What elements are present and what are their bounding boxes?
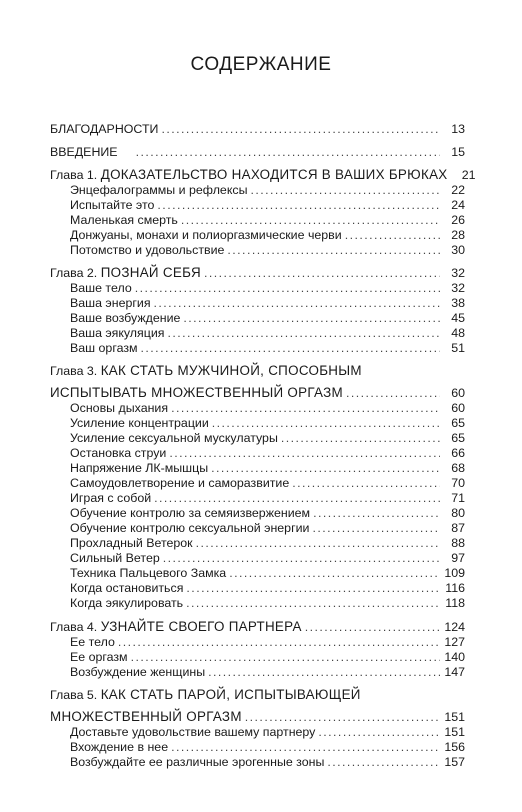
chapter-prefix: Глава 5. <box>50 688 98 702</box>
dot-leader <box>305 620 440 635</box>
toc-entry-label: ВВЕДЕНИЕ <box>50 145 118 159</box>
toc-page-number: 156 <box>444 740 465 754</box>
toc-page-number: 30 <box>451 243 465 257</box>
toc-subentry-label: Техника Пальцевого Замка <box>70 566 227 580</box>
toc-subentry[interactable] <box>70 461 465 476</box>
toc-subentry[interactable] <box>70 581 465 596</box>
toc-subentry-label: Ваш оргазм <box>70 341 138 355</box>
toc-subentry[interactable] <box>70 491 465 506</box>
dot-leader <box>211 461 440 476</box>
toc-subentry-label: Усиление концентрации <box>70 416 209 430</box>
toc-chapter-5-line1[interactable] <box>50 687 361 703</box>
toc-chapter-4[interactable] <box>50 619 465 635</box>
toc-subentry-label: Ее оргазм <box>70 650 128 664</box>
toc-subentry[interactable] <box>70 566 465 581</box>
dot-leader <box>250 183 440 198</box>
dot-leader <box>227 243 440 258</box>
toc-page-number: 22 <box>451 183 465 197</box>
toc-subentry-label: Сильный Ветер <box>70 551 160 565</box>
dot-leader <box>281 431 440 446</box>
dot-leader <box>154 296 440 311</box>
dot-leader <box>183 311 440 326</box>
dot-leader <box>163 551 440 566</box>
toc-subentry-label: Испытайте это <box>70 198 155 212</box>
toc-subentry[interactable] <box>70 536 465 551</box>
toc-chapter-3-line1[interactable] <box>50 363 362 379</box>
toc-chapter-5[interactable] <box>50 709 465 725</box>
toc-subentry[interactable] <box>70 326 465 341</box>
chapter-title-line1: КАК СТАТЬ МУЖЧИНОЙ, СПОСОБНЫМ <box>100 363 362 378</box>
toc-subentry[interactable] <box>70 416 465 431</box>
page-title: СОДЕРЖАНИЕ <box>190 54 332 75</box>
toc-page-number: 28 <box>451 228 465 242</box>
toc-page-number: 15 <box>451 145 465 159</box>
toc-subentry-label: Возбуждайте ее различные эрогенные зоны <box>70 755 325 769</box>
toc-subentry-label: Ваша эякуляция <box>70 326 165 340</box>
toc-page-number: 151 <box>444 725 465 739</box>
toc-subentry-label: Ваше тело <box>70 281 132 295</box>
toc-page-number: 60 <box>451 386 465 400</box>
dot-leader <box>204 266 440 281</box>
chapter-title: УЗНАЙТЕ СВОЕГО ПАРТНЕРА <box>100 619 302 634</box>
toc-page-number: 21 <box>461 168 476 182</box>
toc-subentry[interactable] <box>70 183 465 198</box>
toc-page-number: 140 <box>444 650 465 664</box>
toc-page-number: 88 <box>451 536 465 550</box>
chapter-title-line1: КАК СТАТЬ ПАРОЙ, ИСПЫТЫВАЮЩЕЙ <box>100 687 361 702</box>
toc-subentry-label: Обучение контролю за семяизвержением <box>70 506 311 520</box>
toc-page-number: 80 <box>451 506 465 520</box>
dot-leader <box>169 446 440 461</box>
dot-leader <box>171 401 440 416</box>
dot-leader <box>292 476 440 491</box>
toc-subentry[interactable] <box>70 198 465 213</box>
toc-page-number: 48 <box>451 326 465 340</box>
toc-page-number: 68 <box>451 461 465 475</box>
toc-subentry-label: Играя с собой <box>70 491 152 505</box>
dot-leader <box>186 596 440 611</box>
toc-subentry[interactable] <box>70 213 465 228</box>
toc-subentry[interactable] <box>70 551 465 566</box>
toc-subentry[interactable] <box>70 650 465 665</box>
dot-leader <box>154 491 440 506</box>
toc-page-number: 65 <box>451 431 465 445</box>
toc-page-number: 116 <box>445 581 465 595</box>
dot-leader <box>186 581 440 596</box>
toc-page-number: 127 <box>444 635 465 649</box>
chapter-title-line2: МНОЖЕСТВЕННЫЙ ОРГАЗМ <box>50 709 242 724</box>
chapter-prefix: Глава 1. <box>50 168 98 182</box>
toc-subentry[interactable] <box>70 311 465 326</box>
toc-subentry-label: Донжуаны, монахи и полиоргазмические черви <box>70 228 342 242</box>
toc-page-number: 38 <box>451 296 465 310</box>
toc-subentry-label: Доставьте удовольствие вашему партнеру <box>70 725 316 739</box>
toc-subentry[interactable] <box>70 725 465 740</box>
toc-chapter-2[interactable] <box>50 265 465 281</box>
toc-subentry[interactable] <box>70 740 465 755</box>
toc-subentry-label: Самоудовлетворение и саморазвитие <box>70 476 290 490</box>
toc-page-number: 32 <box>451 266 465 280</box>
toc-subentry[interactable] <box>70 476 465 491</box>
toc-page-number: 118 <box>445 596 465 610</box>
toc-subentry[interactable] <box>70 596 465 611</box>
toc-subentry[interactable] <box>70 506 465 521</box>
toc-chapter-1[interactable] <box>50 167 476 183</box>
toc-page-number: 151 <box>444 710 465 724</box>
toc-page-number: 87 <box>451 521 465 535</box>
dot-leader <box>313 506 440 521</box>
toc-page-number: 70 <box>451 476 465 490</box>
toc-page-number: 24 <box>451 198 465 212</box>
dot-leader <box>118 635 440 650</box>
toc-subentry[interactable] <box>70 635 465 650</box>
toc-subentry-label: Обучение контролю сексуальной энергии <box>70 521 310 535</box>
toc-subentry-label: Основы дыхания <box>70 401 169 415</box>
toc-subentry[interactable] <box>70 341 465 356</box>
dot-leader <box>212 416 440 431</box>
toc-subentry-label: Когда остановиться <box>70 581 184 595</box>
dot-leader <box>345 228 440 243</box>
toc-entry-introduction[interactable] <box>50 145 465 160</box>
toc-page-number: 60 <box>451 401 465 415</box>
dot-leader <box>346 386 440 401</box>
dot-leader <box>136 145 440 160</box>
dot-leader <box>171 740 440 755</box>
toc-subentry-label: Усиление сексуальной мускулатуры <box>70 431 278 445</box>
chapter-title: ПОЗНАЙ СЕБЯ <box>100 265 201 280</box>
toc-page-number: 45 <box>451 311 465 325</box>
toc-page-number: 65 <box>451 416 465 430</box>
toc-page-number: 97 <box>451 551 465 565</box>
toc-page-number: 32 <box>451 281 465 295</box>
toc-subentry[interactable] <box>70 401 465 416</box>
toc-subentry[interactable] <box>70 296 465 311</box>
toc-subentry-label: Энцефалограммы и рефлексы <box>70 183 248 197</box>
toc-page-number: 109 <box>444 566 465 580</box>
toc-subentry[interactable] <box>70 243 465 258</box>
toc-subentry-label: Ее тело <box>70 635 115 649</box>
toc-page-number: 147 <box>444 665 465 679</box>
toc-subentry[interactable] <box>70 431 465 446</box>
dot-leader <box>196 536 440 551</box>
toc-subentry-label: Остановка струи <box>70 446 167 460</box>
toc-chapter-3[interactable] <box>50 385 465 401</box>
toc-subentry-label: Ваше возбуждение <box>70 311 181 325</box>
chapter-title: ДОКАЗАТЕЛЬСТВО НАХОДИТСЯ В ВАШИХ БРЮКАХ <box>100 167 448 182</box>
toc-subentry-label: Когда эякулировать <box>70 596 184 610</box>
chapter-prefix: Глава 4. <box>50 620 98 634</box>
toc-page-number: 71 <box>451 491 465 505</box>
dot-leader <box>131 650 440 665</box>
chapter-title-line2: ИСПЫТЫВАТЬ МНОЖЕСТВЕННЫЙ ОРГАЗМ <box>50 385 343 400</box>
chapter-prefix: Глава 3. <box>50 364 98 378</box>
toc-page-number: 66 <box>451 446 465 460</box>
dot-leader <box>141 341 440 356</box>
toc-subentry-label: Вхождение в нее <box>70 740 169 754</box>
toc-subentry-label: Ваша энергия <box>70 296 151 310</box>
toc-page-number: 13 <box>451 122 465 136</box>
dot-leader <box>229 566 440 581</box>
toc-subentry[interactable] <box>70 446 465 461</box>
dot-leader <box>327 755 440 770</box>
toc-subentry[interactable] <box>70 665 465 680</box>
dot-leader <box>167 326 440 341</box>
toc-entry-label: БЛАГОДАРНОСТИ <box>50 122 159 136</box>
toc-subentry[interactable] <box>70 281 465 296</box>
dot-leader <box>161 122 440 137</box>
dot-leader <box>312 521 440 536</box>
toc-subentry[interactable] <box>70 228 465 243</box>
toc-page-number: 157 <box>444 755 465 769</box>
toc-subentry-label: Потомство и удовольствие <box>70 243 225 257</box>
toc-page-number: 51 <box>451 341 465 355</box>
toc-subentry-label: Прохладный Ветерок <box>70 536 193 550</box>
toc-subentry-label: Возбуждение женщины <box>70 665 206 679</box>
toc-subentry[interactable] <box>70 521 465 536</box>
toc-entry-acknowledgements[interactable] <box>50 122 465 137</box>
toc-page-number: 124 <box>444 620 465 634</box>
dot-leader <box>181 213 440 228</box>
dot-leader <box>157 198 440 213</box>
toc-page-number: 26 <box>451 213 465 227</box>
dot-leader <box>318 725 440 740</box>
toc-subentry-label: Маленькая смерть <box>70 213 178 227</box>
chapter-prefix: Глава 2. <box>50 266 98 280</box>
dot-leader <box>208 665 440 680</box>
toc-subentry[interactable] <box>70 755 465 770</box>
dot-leader <box>135 281 440 296</box>
dot-leader <box>245 710 440 725</box>
toc-subentry-label: Напряжение ЛК-мышцы <box>70 461 209 475</box>
